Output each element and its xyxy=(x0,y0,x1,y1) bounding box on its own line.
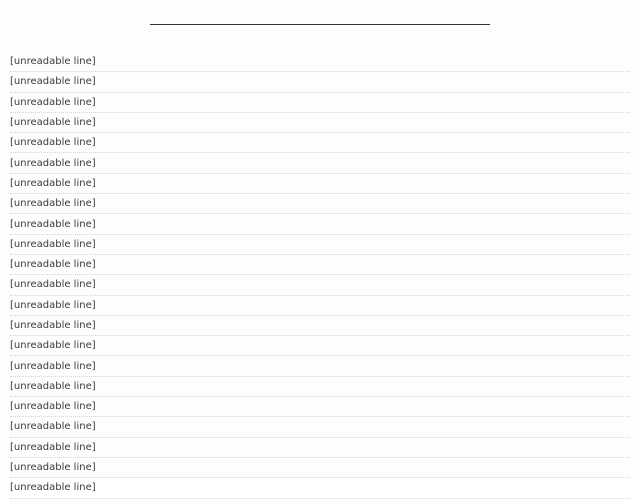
article-line: [unreadable line] xyxy=(10,336,630,356)
article-line: [unreadable line] xyxy=(10,377,630,397)
article-line: [unreadable line] xyxy=(10,52,630,72)
article-line: [unreadable line] xyxy=(10,417,630,437)
article-line: [unreadable line] xyxy=(10,133,630,153)
article-line: [unreadable line] xyxy=(10,255,630,275)
article-line: [unreadable line] xyxy=(10,93,630,113)
article-line: [unreadable line] xyxy=(10,153,630,173)
headline-rule xyxy=(150,24,490,25)
article-line: [unreadable line] xyxy=(10,438,630,458)
article-line: [unreadable line] xyxy=(10,275,630,295)
article-line: [unreadable line] xyxy=(10,194,630,214)
article-line: [unreadable line] xyxy=(10,478,630,498)
article-line: [unreadable line] xyxy=(10,296,630,316)
article-line: [unreadable line] xyxy=(10,235,630,255)
article-line: [unreadable line] xyxy=(10,214,630,234)
article-line: [unreadable line] xyxy=(10,397,630,417)
article-line: [unreadable line] xyxy=(10,458,630,478)
article-line: [unreadable line] xyxy=(10,316,630,336)
article-line: [unreadable line] xyxy=(10,356,630,376)
article-body xyxy=(10,52,630,499)
article-line: [unreadable line] xyxy=(10,174,630,194)
article-line: [unreadable line] xyxy=(10,72,630,92)
article-line: [unreadable line] xyxy=(10,113,630,133)
